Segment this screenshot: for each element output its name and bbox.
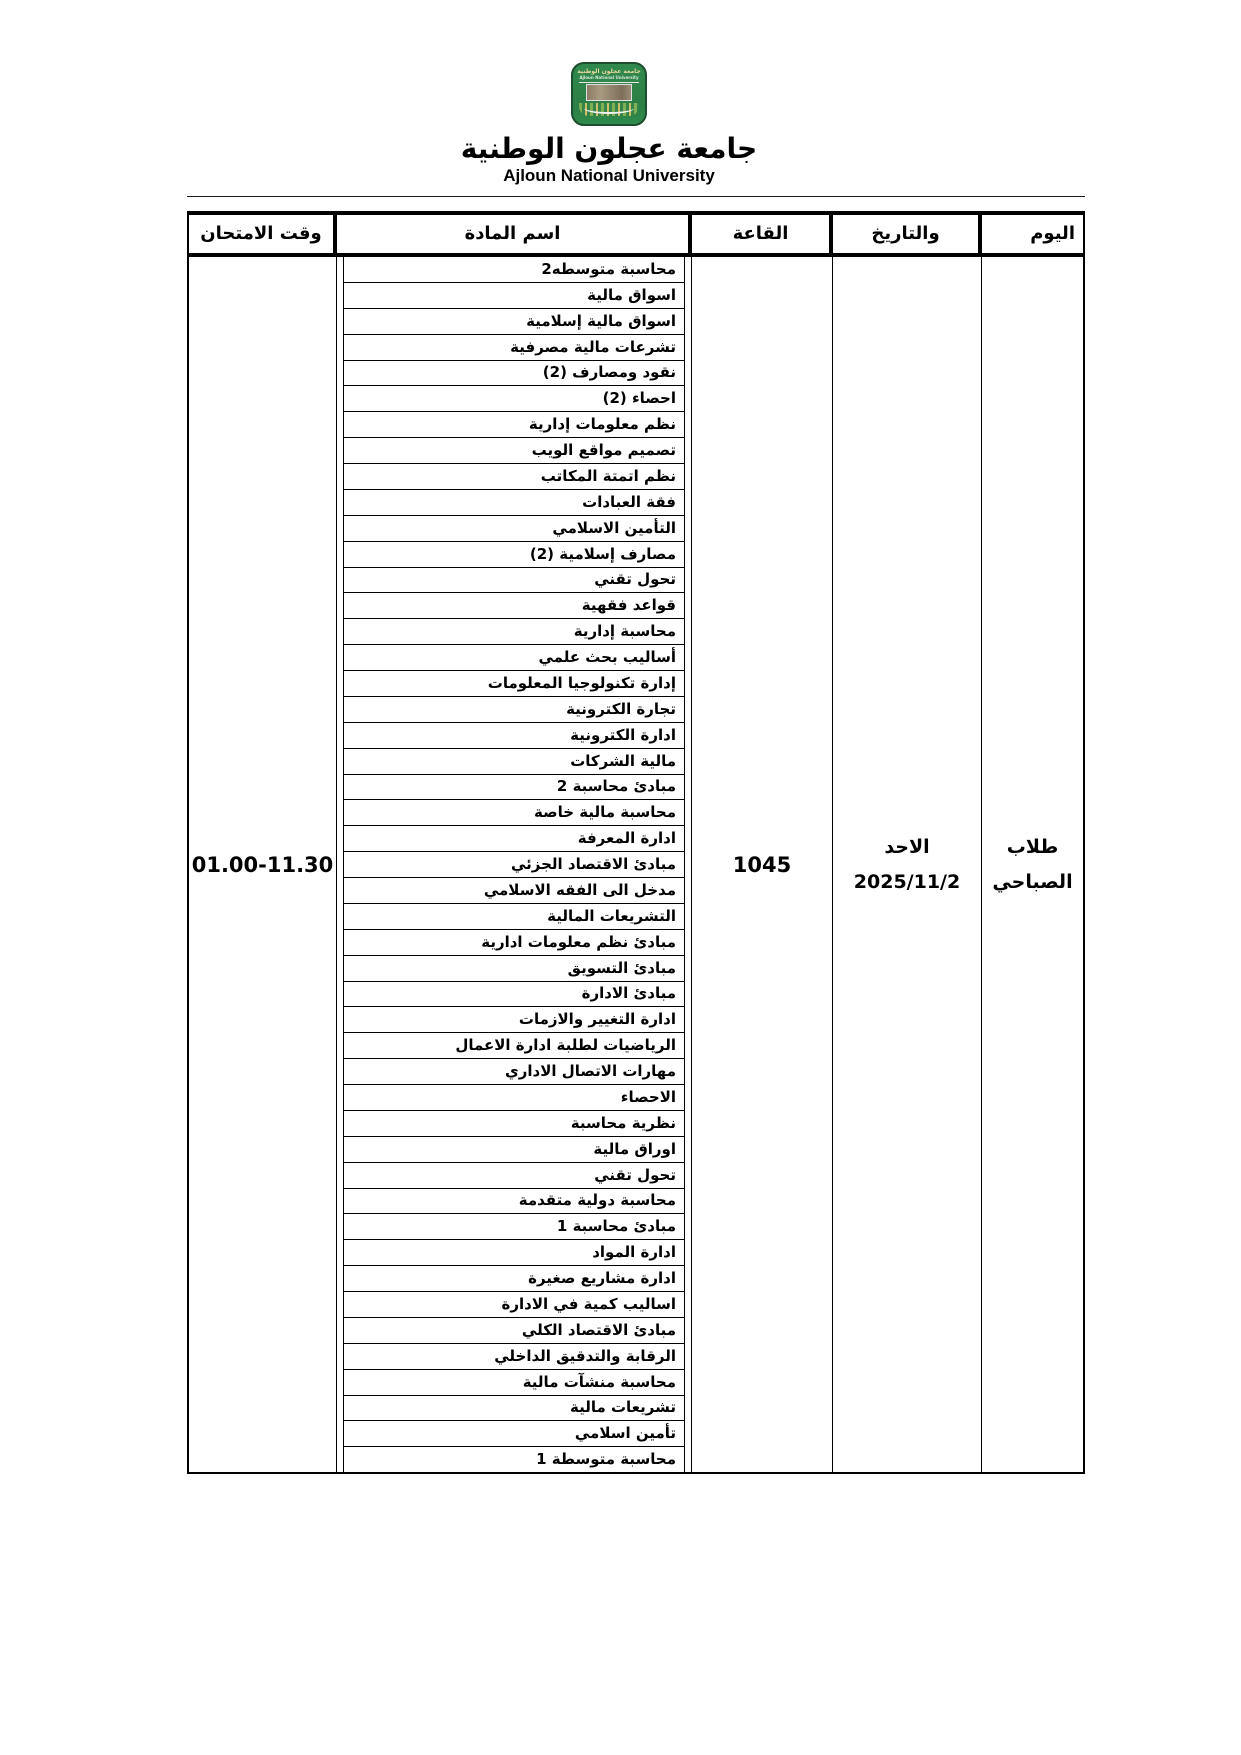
logo-arabic-text: جامعة عجلون الوطنية [577,68,641,75]
header-hall: القاعة [692,215,833,253]
subject-cell: ادارة المواد [344,1240,684,1266]
subject-cell: ادارة المعرفة [344,826,684,852]
subject-cell: ادارة الكترونية [344,723,684,749]
subject-list [343,257,685,1472]
logo-english-text: Ajloun National University [579,75,639,80]
header-date: والتاريخ [833,215,982,253]
university-title-arabic: جامعة عجلون الوطنية [460,132,758,165]
subject-cell: محاسبة متوسطة 1 [536,1450,676,1469]
subject-cell: اساليب كمية في الادارة [344,1292,684,1318]
subject-cell: ادارة مشاريع صغيرة [344,1266,684,1292]
table-body-row [189,257,1083,1472]
subject-cell: نظم معلومات إدارية [344,412,684,438]
day-line-1: طلاب [1006,835,1059,858]
subject-cell: مصارف إسلامية (2) [344,542,684,568]
header-time: وقت الامتحان [189,215,337,253]
subject-cell: التشريعات المالية [344,904,684,930]
subject-cell: محاسبة منشآت مالية [344,1370,684,1396]
subject-cell: الاحصاء [344,1085,684,1111]
header-day: اليوم [1030,222,1075,244]
subject-cell: تأمين اسلامي [344,1421,684,1447]
header-subject: اسم المادة [337,215,692,253]
time-cell [189,257,337,1472]
day-line-2: الصباحي [992,870,1073,893]
table-header-row [189,215,1083,257]
subject-cell: فقة العبادات [344,490,684,516]
subject-cell: نظم اتمتة المكاتب [344,464,684,490]
subject-cell: نقود ومصارف (2) [344,361,684,387]
exam-time: 01.00-11.30 [191,852,334,877]
subject-cell: اوراق مالية [344,1137,684,1163]
hall-number: 1045 [732,852,792,877]
date-value: 2025/11/2 [853,870,961,893]
masthead [0,62,1218,186]
subject-cell: الرياضيات لطلبة ادارة الاعمال [344,1033,684,1059]
subject-cell: مهارات الاتصال الاداري [344,1059,684,1085]
subject-cell: اسواق مالية إسلامية [344,309,684,335]
subject-cell: نظرية محاسبة [344,1111,684,1137]
subject-cell: مبادئ الاقتصاد الكلي [344,1318,684,1344]
subject-cell: تشريعات مالية [344,1396,684,1422]
subject-cell: إدارة تكنولوجيا المعلومات [344,671,684,697]
date-day-name: الاحد [884,835,930,858]
logo-campus-photo [586,84,632,101]
logo-laurel-decoration [579,103,639,116]
subject-cell: تحول تقني [344,1163,684,1189]
hall-cell [692,257,833,1472]
subject-cell: قواعد فقهية [344,593,684,619]
subjects-cell [337,257,692,1472]
subject-cell: تجارة الكترونية [344,697,684,723]
subject-cell: مبادئ محاسبة 2 [344,775,684,801]
subject-cell: أساليب بحث علمي [344,645,684,671]
subject-cell: مبادئ الاقتصاد الجزئي [344,852,684,878]
university-title-english: Ajloun National University [503,166,715,185]
subject-cell: مبادئ التسويق [344,956,684,982]
subject-cell: ادارة التغيير والازمات [344,1007,684,1033]
subject-cell: مدخل الى الفقه الاسلامي [344,878,684,904]
subject-cell: مالية الشركات [344,749,684,775]
subject-cell: تحول تقني [344,568,684,594]
subject-cell: تشرعات مالية مصرفية [344,335,684,361]
subject-cell: محاسبة مالية خاصة [344,800,684,826]
subject-cell: مبادئ الادارة [344,982,684,1008]
day-cell [982,257,1083,1472]
subject-cell: مبادئ محاسبة 1 [344,1214,684,1240]
university-logo [571,62,647,126]
subject-cell: محاسبة دولية متقدمة [344,1189,684,1215]
date-cell [833,257,982,1472]
subject-cell: احصاء (2) [344,386,684,412]
exam-schedule-table [187,211,1085,1474]
logo-divider [579,82,638,83]
logo-arc-line [584,102,635,114]
subject-cell: محاسبة متوسطه2 [344,257,684,283]
subject-cell: التأمين الاسلامي [344,516,684,542]
subject-cell: الرقابة والتدقيق الداخلي [344,1344,684,1370]
subject-cell: مبادئ نظم معلومات ادارية [344,930,684,956]
subject-cell: تصميم مواقع الويب [344,438,684,464]
table-top-hairline [187,196,1085,197]
subject-cell: محاسبة إدارية [344,619,684,645]
subject-cell: اسواق مالية [344,283,684,309]
